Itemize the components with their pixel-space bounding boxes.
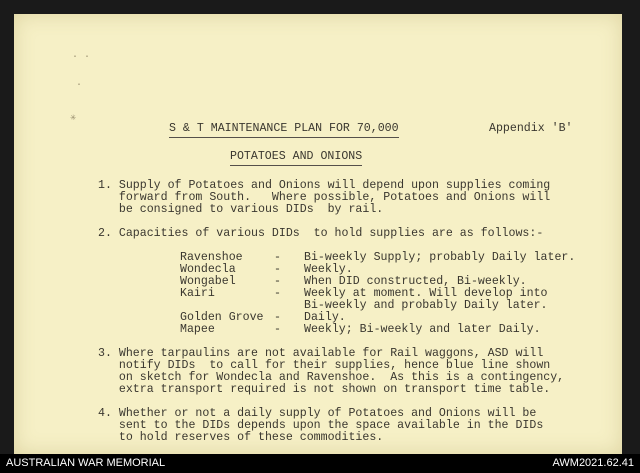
list-item-place: Ravenshoe [180, 251, 243, 264]
list-item-desc: When DID constructed, Bi-weekly. [304, 275, 527, 288]
list-item-desc: Weekly at moment. Will develop into [304, 287, 548, 300]
paragraph-line: sent to the DIDs depends upon the space available in the DIDs [98, 419, 544, 432]
list-item-desc: Bi-weekly Supply; probably Daily later. [304, 251, 576, 264]
archive-footer-bar [0, 454, 640, 473]
paragraph-line: be consigned to various DIDs by rail. [98, 203, 384, 216]
list-item-desc: Bi-weekly and probably Daily later. [304, 299, 548, 312]
list-item-desc: Weekly. [304, 263, 353, 276]
paragraph-line: on sketch for Wondecla and Ravenshoe. As this is a contingency, [98, 371, 565, 384]
list-item-dash: - [274, 323, 281, 336]
paragraph-line: to hold reserves of these commodities. [98, 431, 384, 444]
document-page [14, 14, 622, 454]
document-title: S & T MAINTENANCE PLAN FOR 70,000 [169, 123, 399, 138]
punch-hole-mark: · · [72, 52, 91, 63]
list-item-place: Wongabel [180, 275, 236, 288]
appendix-label: Appendix 'B' [489, 122, 573, 135]
list-item-place: Mapee [180, 323, 215, 336]
paragraph-line: extra transport required is not shown on transport time table. [98, 383, 551, 396]
paragraph-2: 2. Capacities of various DIDs to hold supplies are as follows:- [98, 227, 544, 240]
punch-hole-mark: ✳ [70, 113, 77, 124]
list-item-dash: - [274, 275, 281, 288]
archive-name: AUSTRALIAN WAR MEMORIAL [6, 457, 166, 469]
paragraph-line: notify DIDs to call for their supplies, hence blue line shown [98, 359, 551, 372]
list-item-place: Golden Grove [180, 311, 264, 324]
list-item-dash: - [274, 287, 281, 300]
document-subtitle: POTATOES AND ONIONS [230, 151, 362, 166]
paragraph-line: 3. Where tarpaulins are not available for Rail waggons, ASD will [98, 347, 544, 360]
paragraph-line: forward from South. Where possible, Potatoes and Onions will [98, 191, 551, 204]
list-item-desc: Daily. [304, 311, 346, 324]
paragraph-line: 1. Supply of Potatoes and Onions will depend upon supplies coming [98, 179, 551, 192]
list-item-place: Wondecla [180, 263, 236, 276]
punch-hole-mark: · [76, 80, 83, 91]
list-item-dash: - [274, 263, 281, 276]
list-item-desc: Weekly; Bi-weekly and later Daily. [304, 323, 541, 336]
list-item-place: Kairi [180, 287, 215, 300]
accession-number: AWM2021.62.41 [552, 457, 634, 469]
list-item-dash: - [274, 251, 281, 264]
paragraph-line: 4. Whether or not a daily supply of Potatoes and Onions will be [98, 407, 537, 420]
list-item-dash: - [274, 311, 281, 324]
